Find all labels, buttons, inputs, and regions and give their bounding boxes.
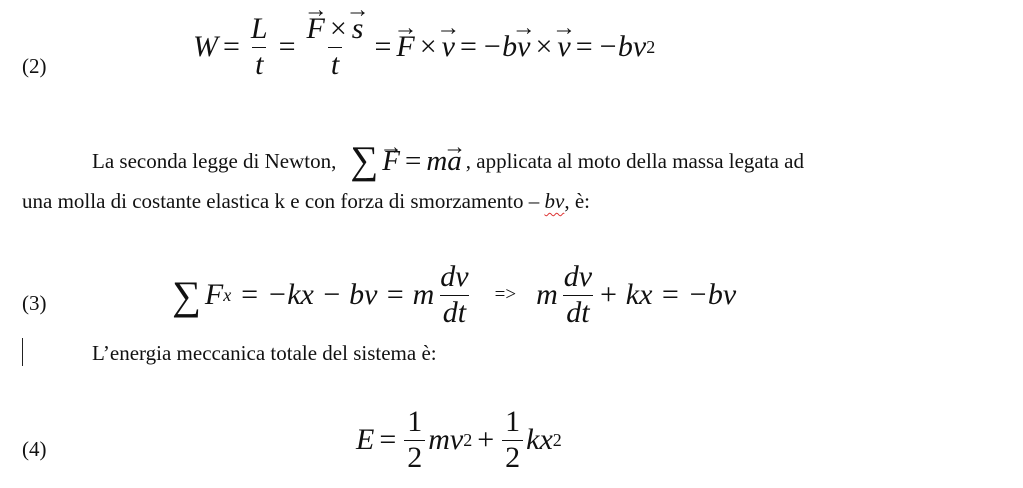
fraction-F-cross-s-over-t	[304, 12, 367, 82]
equals-sign: =	[379, 423, 397, 456]
sum-symbol: ∑	[350, 139, 379, 183]
vector-v: → v	[442, 30, 455, 64]
equals-sign: =	[223, 30, 240, 63]
equation-4	[356, 396, 562, 484]
denominator-dt: dt	[563, 295, 592, 331]
sum-symbol: ∑	[172, 272, 201, 318]
fraction-one-half	[404, 405, 425, 475]
cross-sign: ×	[329, 12, 347, 45]
paragraph-energy: L’energia meccanica totale del sistema è:	[92, 341, 437, 365]
text-e-colon: , è:	[564, 189, 590, 213]
minus-b: −b	[481, 30, 518, 63]
text-cursor	[22, 338, 23, 366]
denominator-dt: dt	[440, 295, 469, 331]
exponent-2: 2	[463, 429, 473, 450]
fraction-L-over-t	[248, 12, 271, 82]
equation-3	[172, 250, 736, 340]
equals-sign: =	[374, 30, 392, 63]
vector-s: → s	[352, 12, 364, 47]
equals-sign: =	[575, 30, 593, 63]
text-newton-continuation: , applicata al moto della massa legata ad	[465, 149, 804, 174]
denominator-2: 2	[502, 440, 523, 476]
denominator-t: t	[252, 47, 266, 83]
equation-2	[193, 2, 655, 92]
minus-b: −b	[597, 30, 633, 63]
numerator-F-cross-s	[304, 12, 367, 47]
paragraph-newton-line-1	[92, 139, 804, 183]
numerator-1: 1	[505, 405, 521, 438]
fraction-dv-dt	[561, 260, 595, 330]
symbol-mv: mv	[428, 423, 464, 456]
fraction-one-half	[502, 405, 523, 475]
vector-a: → a	[447, 146, 462, 176]
subscript-x: x	[223, 284, 232, 305]
vector-F: → F	[382, 146, 400, 176]
expression-right: + kx = −bv	[598, 278, 737, 311]
exponent-2: 2	[646, 36, 656, 57]
expression-left: = −kx − bv = m	[239, 278, 435, 311]
text-bv: bv	[544, 189, 565, 213]
equation-number-3: (3)	[22, 291, 47, 315]
cross-sign: ×	[535, 30, 553, 63]
equation-number-4: (4)	[22, 437, 47, 461]
denominator-2: 2	[404, 440, 425, 476]
symbol-F: F	[204, 278, 224, 311]
equals-sign: =	[459, 30, 477, 63]
numerator-dv: dv	[440, 260, 469, 293]
vector-v: → v	[557, 30, 570, 64]
numerator-dv: dv	[563, 260, 593, 293]
equals-sign: =	[404, 145, 422, 177]
symbol-v: v	[632, 30, 647, 63]
paragraph-newton-line-2	[22, 186, 590, 216]
cross-sign: ×	[419, 30, 437, 63]
fraction-dv-dt	[437, 260, 471, 330]
vector-F: → F	[396, 30, 414, 64]
vector-v: → v	[517, 30, 530, 64]
text-newton-intro: La seconda legge di Newton,	[92, 149, 337, 174]
inline-equation-newton	[350, 139, 462, 183]
symbol-E: E	[356, 423, 375, 456]
vector-F: → F	[307, 12, 325, 47]
equation-number-2: (2)	[22, 54, 47, 78]
symbol-kx: kx	[526, 423, 553, 456]
exponent-2: 2	[552, 429, 562, 450]
numerator-L: L	[250, 12, 268, 45]
symbol-m: m	[426, 145, 448, 177]
implies-arrow: =>	[494, 284, 517, 305]
equals-sign: =	[278, 30, 296, 63]
symbol-m: m	[536, 278, 558, 311]
plus-sign: +	[477, 423, 495, 456]
text-molla: una molla di costante elastica k e con forza di smorzamento –	[22, 189, 540, 213]
denominator-t: t	[328, 47, 342, 83]
symbol-W: W	[193, 30, 218, 63]
numerator-1: 1	[407, 405, 423, 438]
